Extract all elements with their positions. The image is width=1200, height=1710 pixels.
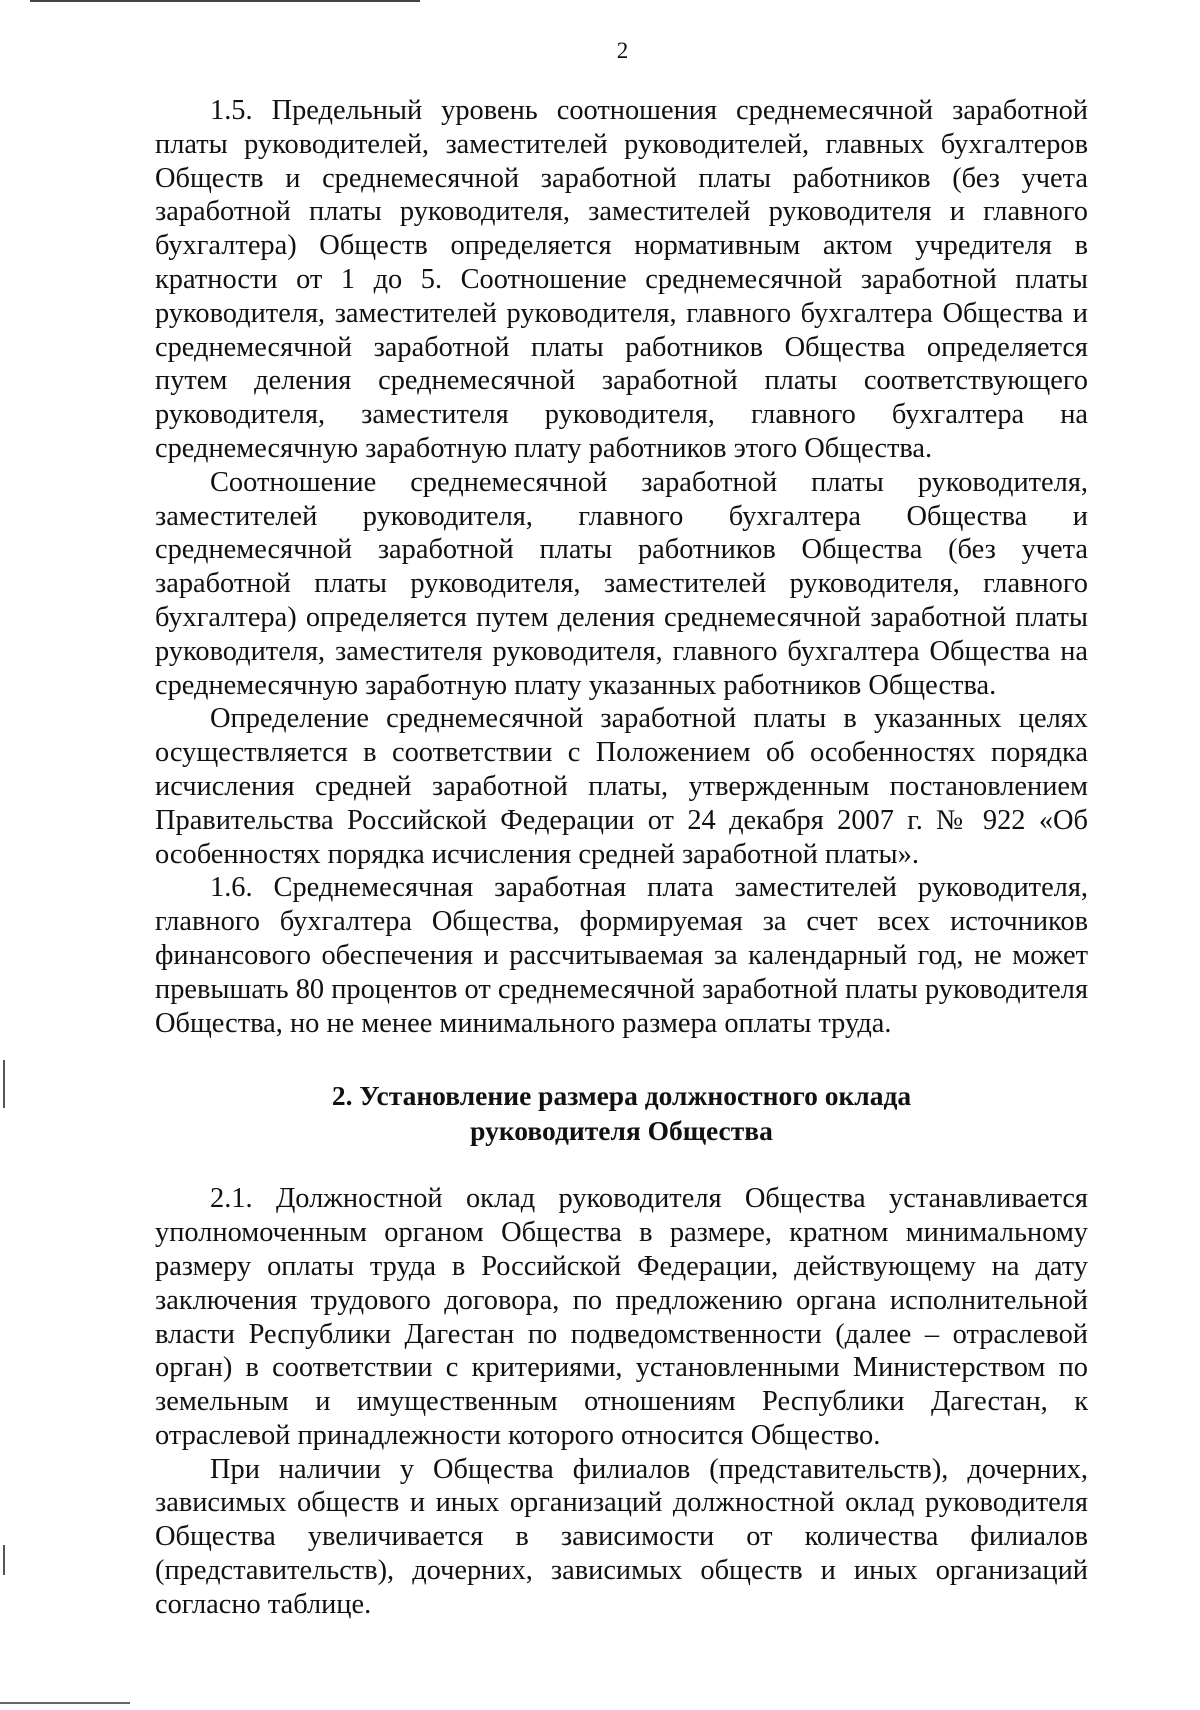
scan-edge-line <box>0 1702 130 1704</box>
paragraph-branches: При наличии у Общества филиалов (представительств), дочерних, зависимых обществ и иных организаций должностной оклад руководителя Общества увеличивается в зависимости от количества филиалов (представительств), дочерних, зависимых обществ и иных организаций согласно таблице. <box>155 1453 1088 1620</box>
paragraph-average-salary-determination: Определение среднемесячной заработной платы в указанных целях осуществляется в соответствии с Положением об особенностях порядка исчисления средней заработной платы, утвержденным постановлением Правительства Российской Федерации от 24 декабря 2007 г. № 922 «Об особенностях порядка исчисления средней заработной платы». <box>155 703 1088 870</box>
section-heading-line: 2. Установление размера должностного оклада <box>331 1080 912 1112</box>
section-heading-line: руководителя Общества <box>470 1115 773 1147</box>
paragraph-ratio-definition: Соотношение среднемесячной заработной платы руководителя, заместителей руководителя, главного бухгалтера Общества и среднемесячной заработной платы работников Общества (без учета заработной платы руководителя, заместителей руководителя, главного бухгалтера) определяется путем деления среднемесячной заработной платы руководителя, заместителя руководителя, главного бухгалтера Общества на среднемесячную заработную плату указанных работников Общества. <box>155 466 1088 701</box>
scan-edge-line <box>30 0 420 2</box>
paragraph-1-5: 1.5. Предельный уровень соотношения среднемесячной заработной платы руководителей, заместителей руководителей, главных бухгалтеров Обществ и среднемесячной заработной платы работников (без учета заработной платы руководителя, заместителей руководителя и главного бухгалтера) Обществ определяется нормативным актом учредителя в кратности от 1 до 5. Соотношение среднемесячной заработной платы руководителя, заместителей руководителя, главного бухгалтера Общества и среднемесячной заработной платы работников Общества определяется путем деления среднемесячной заработной платы соответствующего руководителя, заместителя руководителя, главного бухгалтера на среднемесячную заработную плату работников этого Общества. <box>155 95 1088 464</box>
page-number: 2 <box>616 38 629 63</box>
section-heading <box>155 1078 1088 1148</box>
paragraph-2-1: 2.1. Должностной оклад руководителя Общества устанавливается уполномоченным органом Общества в размере, кратном минимальному размеру оплаты труда в Российской Федерации, действующему на дату заключения трудового договора, по предложению органа исполнительной власти Республики Дагестан по подведомственности (далее – отраслевой орган) в соответствии с критериями, установленными Министерством по земельным и имущественным отношениям Республики Дагестан, к отраслевой принадлежности которого относится Общество. <box>155 1183 1088 1451</box>
scan-edge-mark <box>3 1545 5 1575</box>
paragraph-1-6: 1.6. Среднемесячная заработная плата заместителей руководителя, главного бухгалтера Общества, формируемая за счет всех источников финансового обеспечения и рассчитываемая за календарный год, не может превышать 80 процентов от среднемесячной заработной платы руководителя Общества, но не менее минимального размера оплаты труда. <box>155 872 1088 1039</box>
scan-edge-mark <box>3 1060 5 1108</box>
document-body <box>155 94 1088 1622</box>
